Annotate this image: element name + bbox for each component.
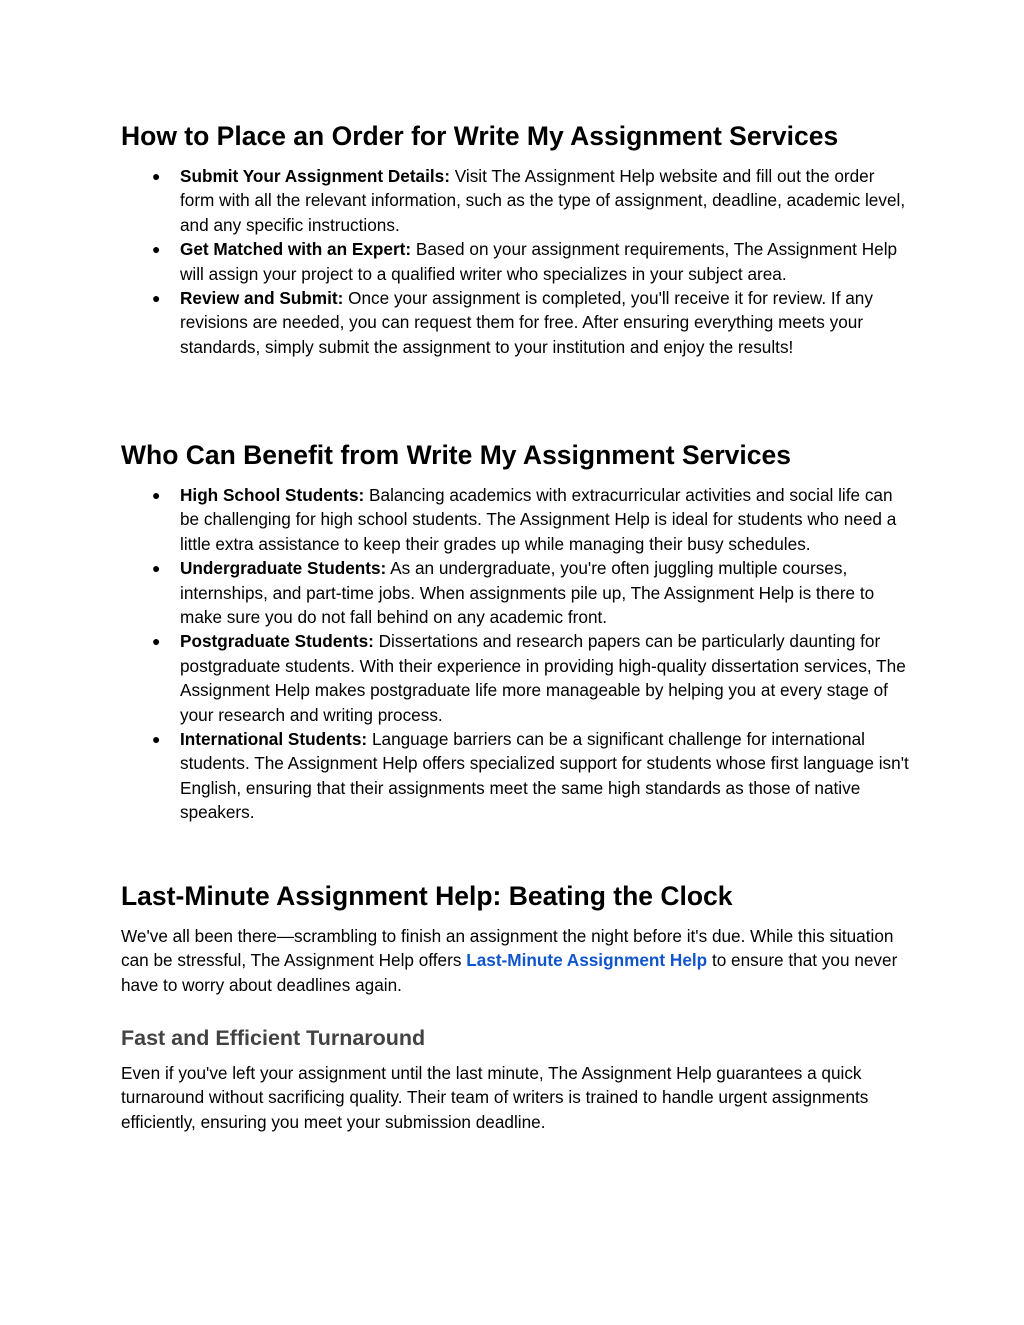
heading-who-can-benefit: Who Can Benefit from Write My Assignment Services	[121, 440, 791, 470]
item-label: Review and Submit:	[180, 288, 344, 309]
list-item	[121, 237, 911, 286]
bullet-icon: ●	[152, 241, 161, 258]
list-item	[121, 286, 911, 359]
item-label: Undergraduate Students:	[180, 558, 387, 579]
item-text: Language barriers can be a significant challenge for international students. The Assignment Help offers specialized support for students whose first language isn't English, ensuring that their assignments meet the same high standards as those of native speakers.	[180, 729, 909, 823]
bullet-icon: ●	[152, 168, 161, 184]
last-minute-assignment-help-link[interactable]: Last-Minute Assignment Help	[466, 950, 708, 971]
item-text: Visit The Assignment Help website and fill out the order form with all the relevant information, such as the type of assignment, deadline, academic level, and any specific instructions.	[180, 166, 906, 235]
bullet-icon: ●	[152, 731, 161, 748]
bullet-icon: ●	[152, 290, 161, 307]
item-label: High School Students:	[180, 485, 365, 505]
item-text: Dissertations and research papers can be particularly daunting for postgraduate students. With their experience in providing high-quality dissertation services, The Assignment Help makes postgraduate life more manageable by helping you at every stage of your research and writing process.	[180, 631, 906, 725]
list-item	[121, 483, 911, 556]
item-label: Get Matched with an Expert:	[180, 239, 412, 260]
order-steps-list	[121, 164, 911, 359]
list-item	[121, 629, 911, 727]
item-text: Balancing academics with extracurricular activities and social life can be challenging for high school students. The Assignment Help is ideal for students who need a little extra assistance to keep their grades up while managing their busy schedules.	[180, 485, 897, 554]
list-item	[121, 556, 911, 629]
item-label: Postgraduate Students:	[180, 631, 374, 652]
heading-last-minute-help: Last-Minute Assignment Help: Beating the Clock	[121, 881, 733, 911]
subheading-fast-turnaround: Fast and Efficient Turnaround	[121, 1026, 426, 1050]
bullet-icon: ●	[152, 560, 161, 577]
last-minute-paragraph	[121, 924, 911, 997]
bullet-icon: ●	[152, 487, 161, 503]
item-text: Based on your assignment requirements, The Assignment Help will assign your project to a qualified writer who specializes in your subject area.	[180, 239, 898, 284]
beneficiaries-list	[121, 483, 911, 825]
item-text: Once your assignment is completed, you'll receive it for review. If any revisions are needed, you can request them for free. After ensuring everything meets your standards, simply submit the assignment to your institution and enjoy the results!	[180, 288, 873, 357]
item-label: Submit Your Assignment Details:	[180, 166, 450, 186]
bullet-icon: ●	[152, 633, 161, 650]
fast-turnaround-paragraph: Even if you've left your assignment until the last minute, The Assignment Help guarantees a quick turnaround without sacrificing quality. Their team of writers is trained to handle urgent assignments efficiently, ensuring you meet your submission deadline.	[121, 1063, 869, 1132]
list-item	[121, 164, 911, 237]
heading-how-to-place-order: How to Place an Order for Write My Assignment Services	[121, 121, 839, 151]
list-item	[121, 727, 911, 825]
paragraph-text-before: We've all been there—scrambling to finish an assignment the night before it's due. While this situation can be stressful, The Assignment Help offers	[121, 926, 894, 971]
item-text: As an undergraduate, you're often juggling multiple courses, internships, and part-time jobs. When assignments pile up, The Assignment Help is there to make sure you do not fall behind on any academic front.	[180, 558, 875, 628]
paragraph-text-after: to ensure that you never have to worry about deadlines again.	[121, 950, 898, 995]
item-label: International Students:	[180, 729, 368, 750]
